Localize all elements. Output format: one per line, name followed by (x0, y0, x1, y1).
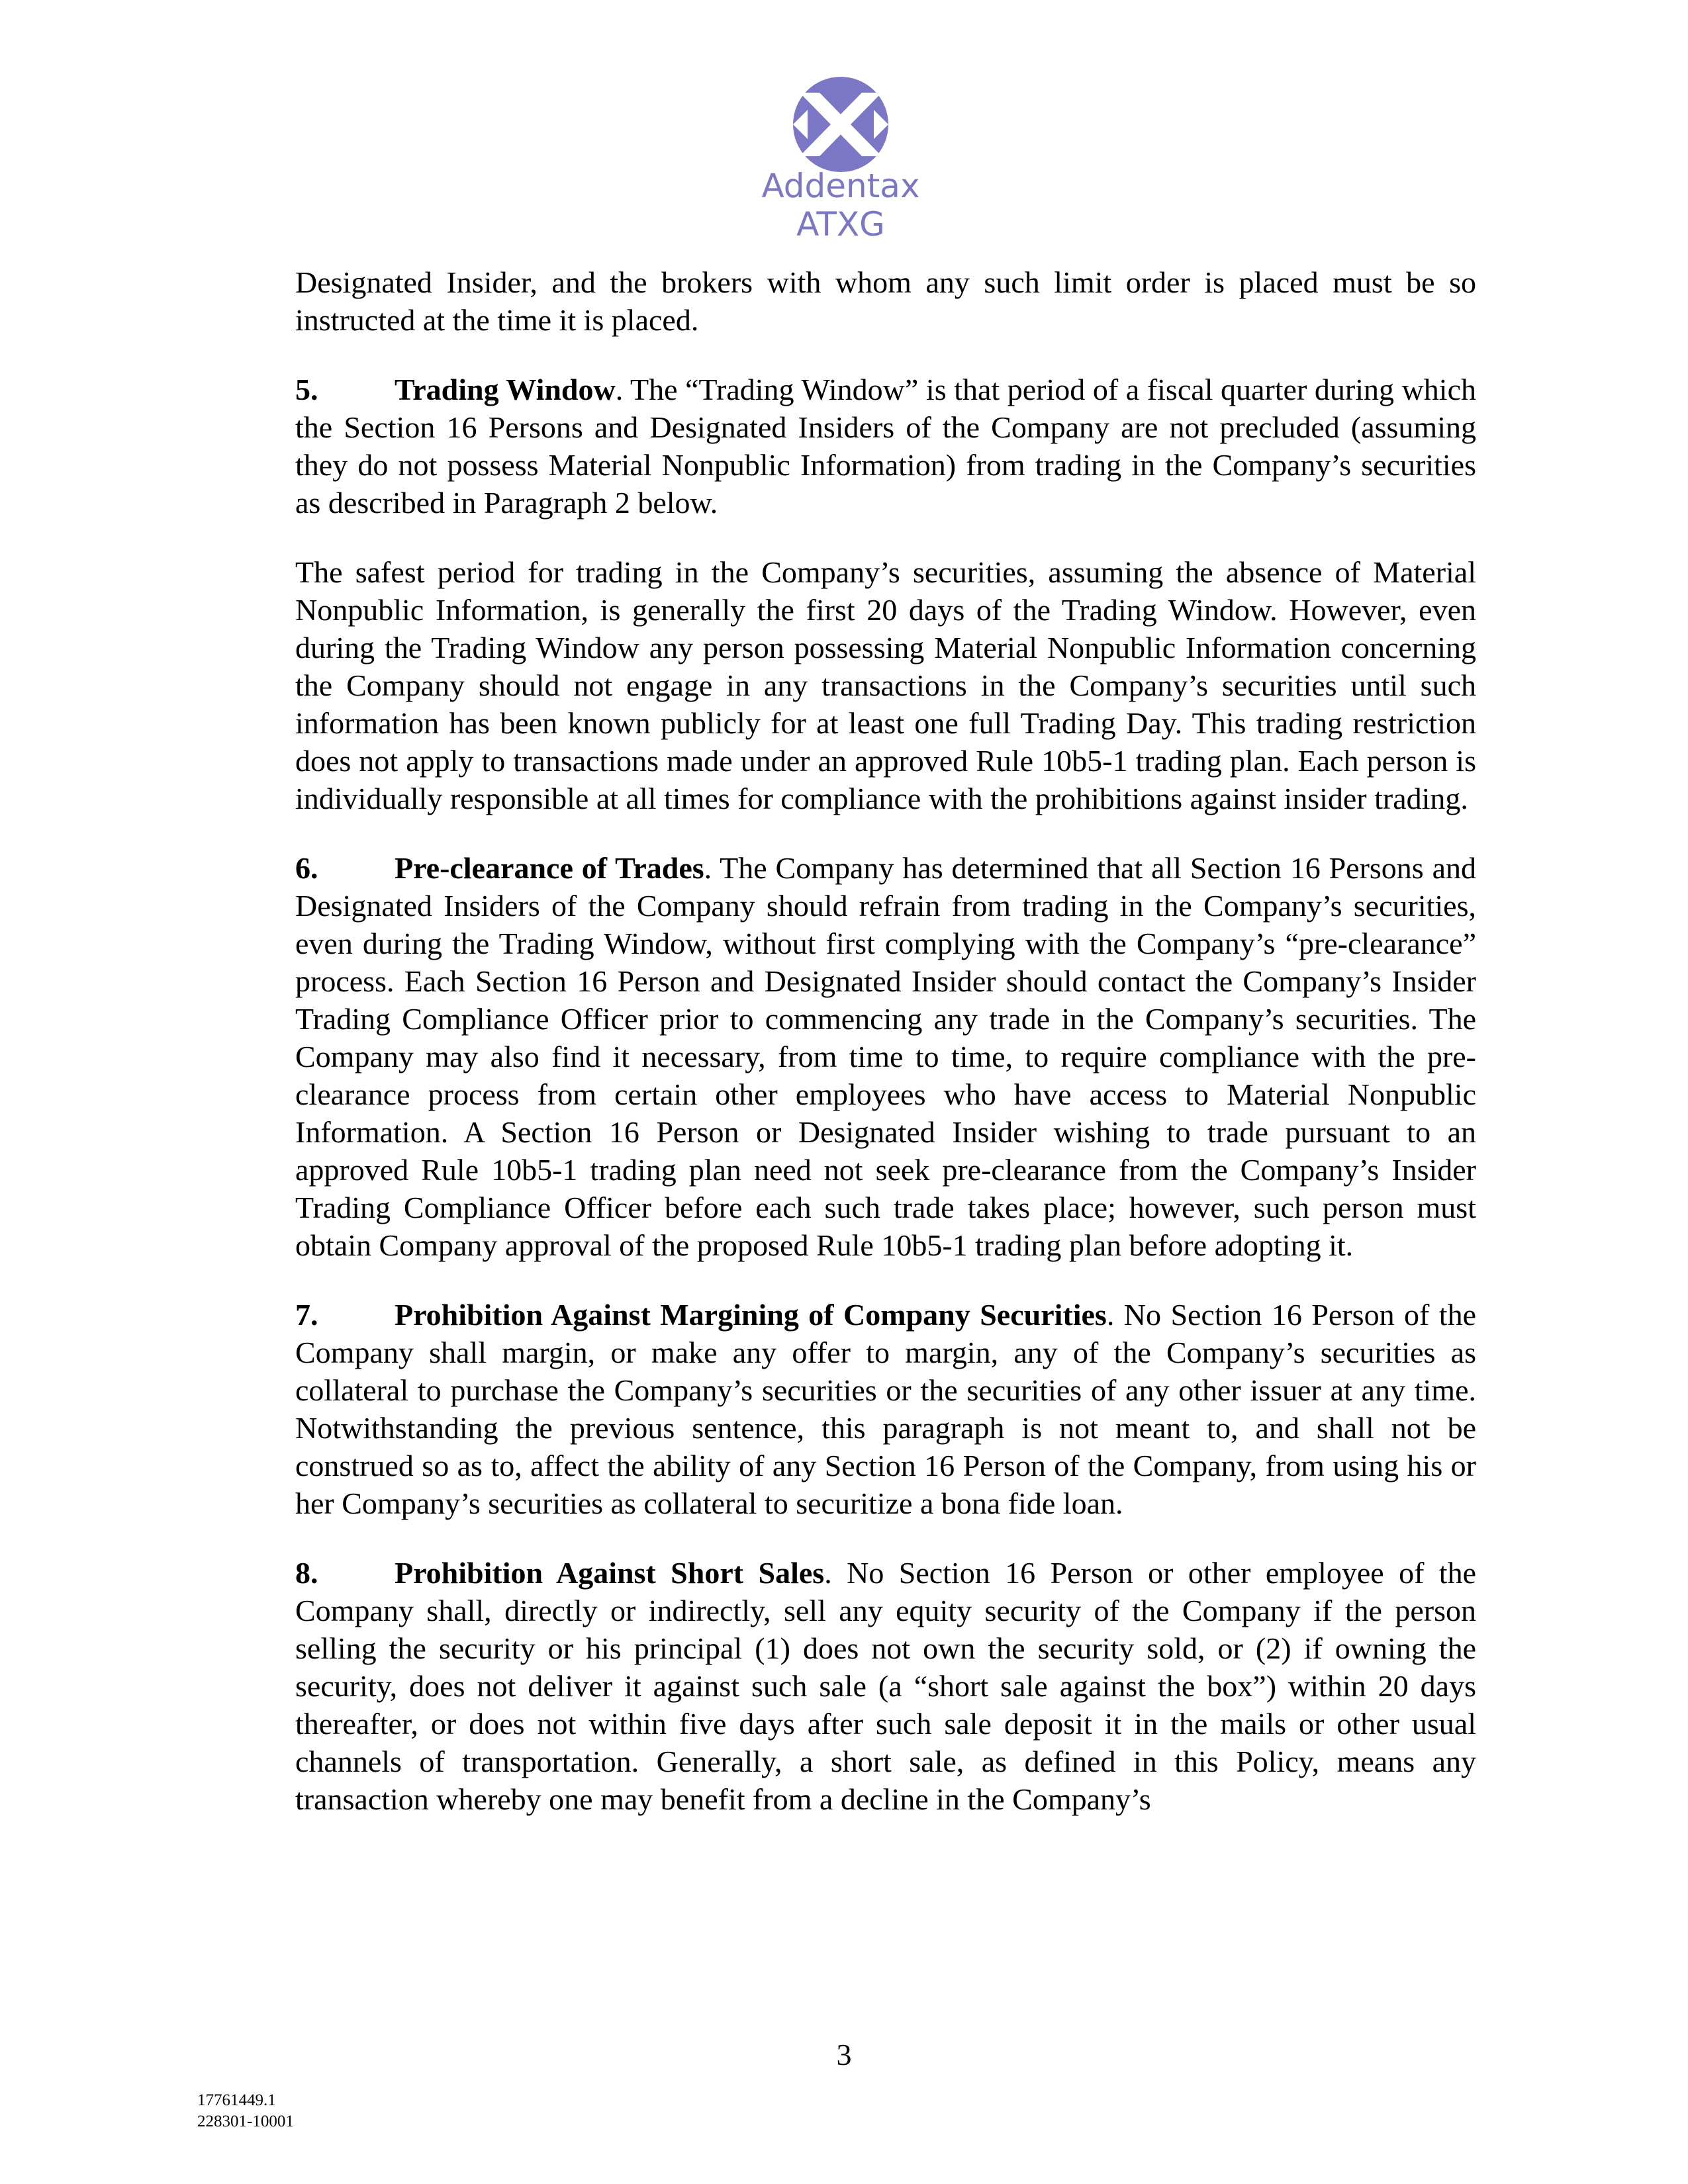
section-heading: Prohibition Against Short Sales (395, 1556, 825, 1590)
document-id-line: 228301-10001 (197, 2113, 294, 2130)
paragraph-trading-window (295, 371, 1476, 522)
paragraph-pre-clearance (295, 849, 1476, 1264)
paragraph-safest-period (295, 553, 1476, 817)
paragraph-text: . The Company has determined that all Section 16 Persons and Designated Insiders of the Company should refrain from trading in the Company’s securities, even during the Trading Window, without first complying with the Company’s “pre-clearance” process. Each Section 16 Person and Designated Insider should contact the Company’s Insider Trading Compliance Officer prior to commencing any trade in the Company’s securities. The Company may also find it necessary, from time to time, to require compliance with the pre-clearance process from certain other employees who have access to Material Nonpublic Information. A Section 16 Person or Designated Insider wishing to trade pursuant to an approved Rule 10b5-1 trading plan need not seek pre-clearance from the Company’s Insider Trading Compliance Officer before each such trade takes place; however, such person must obtain Company approval of the proposed Rule 10b5-1 trading plan before adopting it. (295, 851, 1476, 1262)
section-heading: Prohibition Against Margining of Company Securities (395, 1298, 1107, 1332)
section-number: 8. (295, 1556, 318, 1590)
paragraph-continuation (295, 263, 1476, 339)
company-logo (728, 66, 953, 251)
section-number: 6. (295, 851, 318, 885)
logo-ticker: ATXG (796, 205, 885, 244)
paragraph-text: . No Section 16 Person of the Company shall margin, or make any offer to margin, any of the Company’s securities as collateral to purchase the Company’s securities or the securities of any other issuer at any time. Notwithstanding the previous sentence, this paragraph is not meant to, and shall not be construed so as to, affect the ability of any Section 16 Person of the Company, from using his or her Company’s securities as collateral to securitize a bona fide loan. (295, 1298, 1476, 1520)
paragraph-text: . No Section 16 Person or other employee of the Company shall, directly or indirectly, sell any equity security of the Company if the person selling the security or his principal (1) does not own the security sold, or (2) if owning the security, does not deliver it against such sale (a “short sale against the box”) within 20 days thereafter, or does not within five days after such sale deposit it in the mails or other usual channels of transportation. Generally, a short sale, as defined in this Policy, means any transaction whereby one may benefit from a decline in the Company’s (295, 1556, 1476, 1816)
paragraph-text: . The “Trading Window” is that period of a fiscal quarter during which the Section 16 Persons and Designated Insiders of the Company are not precluded (assuming they do not possess Material Nonpublic Information) from trading in the Company’s securities as described in Paragraph 2 below. (295, 373, 1476, 520)
section-number: 7. (295, 1298, 318, 1332)
logo-brand-name: Addentax (761, 167, 920, 205)
document-body (295, 263, 1476, 1850)
paragraph-text: The safest period for trading in the Company’s securities, assuming the absence of Material Nonpublic Information, is generally the first 20 days of the Trading Window. However, even during the Trading Window any person possessing Material Nonpublic Information concerning the Company should not engage in any transactions in the Company’s securities until such information has been known publicly for at least one full Trading Day. This trading restriction does not apply to transactions made under an approved Rule 10b5-1 trading plan. Each person is individually responsible at all times for compliance with the prohibitions against insider trading. (295, 555, 1476, 815)
paragraph-short-sales (295, 1554, 1476, 1818)
section-number: 5. (295, 373, 318, 406)
page-number: 3 (836, 2038, 852, 2071)
section-heading: Pre-clearance of Trades (395, 851, 704, 885)
section-heading: Trading Window (395, 373, 616, 406)
document-id-line: 17761449.1 (197, 2091, 276, 2109)
addentax-logo-icon (728, 66, 953, 251)
paragraph-margining (295, 1296, 1476, 1522)
document-id (197, 2090, 294, 2132)
paragraph-text: Designated Insider, and the brokers with whom any such limit order is placed must be so instructed at the time it is placed. (295, 265, 1476, 337)
